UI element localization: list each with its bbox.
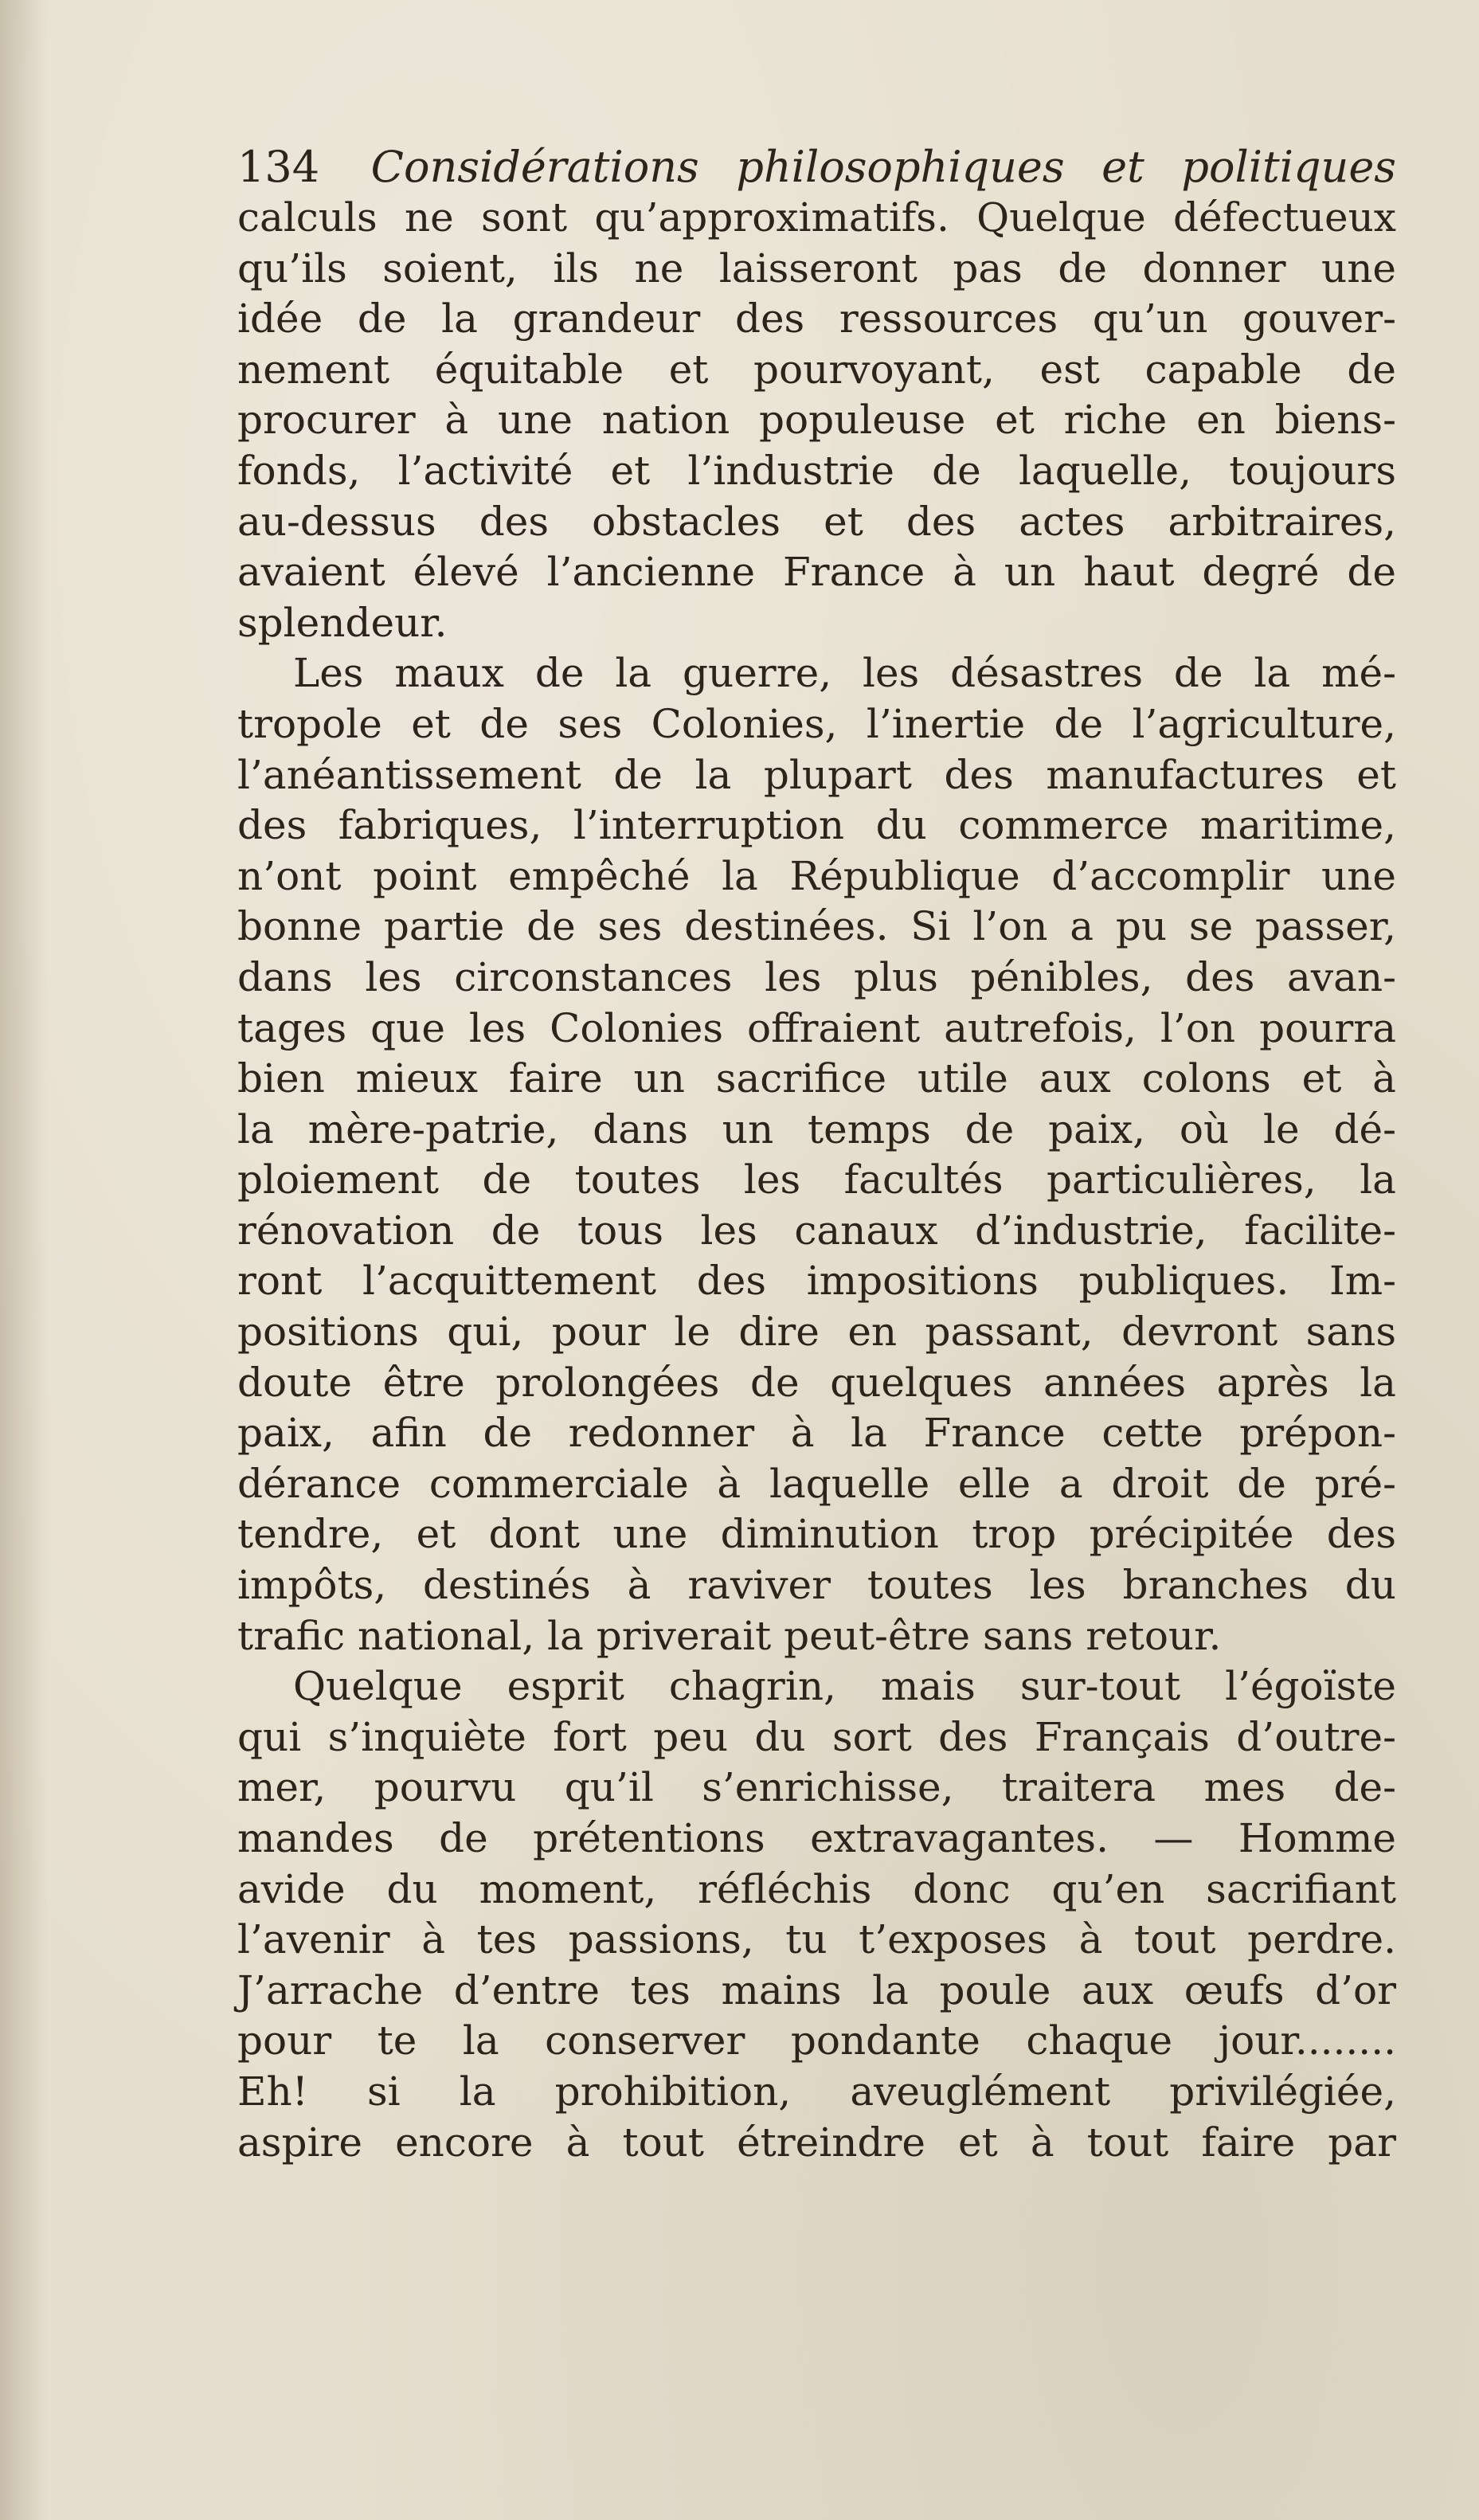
- paragraph-start-line: Les maux de la guerre, les désastres de la mé-: [293, 650, 1396, 697]
- text-line: fonds, l’activité et l’industrie de laquelle, toujours: [237, 447, 1396, 494]
- text-line: n’ont point empêché la République d’accomplir une: [237, 852, 1396, 899]
- text-line: avaient élevé l’ancienne France à un haut degré de: [237, 549, 1396, 596]
- text-line: ront l’acquittement des impositions publiques. Im-: [237, 1258, 1396, 1305]
- text-line: au-dessus des obstacles et des actes arbitraires,: [237, 498, 1396, 545]
- text-line: bien mieux faire un sacrifice utile aux colons et à: [237, 1055, 1396, 1102]
- text-line: tropole et de ses Colonies, l’inertie de l’agriculture,: [237, 700, 1396, 747]
- page-number: 134: [237, 142, 320, 192]
- text-line: l’avenir à tes passions, tu t’exposes à tout perdre.: [237, 1916, 1396, 1963]
- text-line: Eh! si la prohibition, aveuglément privilégiée,: [237, 2068, 1396, 2115]
- text-line: procurer à une nation populeuse et riche en biens-: [237, 397, 1396, 444]
- running-title: Considérations philosophiques et politiques: [370, 142, 1396, 192]
- text-line: qui s’inquiète fort peu du sort des Français d’outre-: [237, 1713, 1396, 1760]
- text-line: positions qui, pour le dire en passant, devront sans: [237, 1309, 1396, 1356]
- text-line: nement équitable et pourvoyant, est capable de: [237, 346, 1396, 393]
- text-line: doute être prolongées de quelques années après la: [237, 1359, 1396, 1406]
- text-line: tendre, et dont une diminution trop précipitée des: [237, 1511, 1396, 1558]
- text-line: dérance commerciale à laquelle elle a droit de pré-: [237, 1460, 1396, 1507]
- text-line: tages que les Colonies offraient autrefois, l’on pourra: [237, 1004, 1396, 1051]
- text-line: paix, afin de redonner à la France cette prépon-: [237, 1410, 1396, 1457]
- text-line: idée de la grandeur des ressources qu’un gouver-: [237, 295, 1396, 342]
- text-line: qu’ils soient, ils ne laisseront pas de donner une: [237, 245, 1396, 292]
- text-line: splendeur.: [237, 599, 448, 646]
- running-head: [237, 142, 1396, 193]
- text-line: mer, pourvu qu’il s’enrichisse, traitera mes de-: [237, 1764, 1396, 1811]
- text-line: l’anéantissement de la plupart des manufactures et: [237, 751, 1396, 798]
- text-line: pour te la conserver pondante chaque jour........: [237, 2017, 1396, 2064]
- text-line: des fabriques, l’interruption du commerce maritime,: [237, 802, 1396, 849]
- text-line: la mère-patrie, dans un temps de paix, où le dé-: [237, 1105, 1396, 1152]
- text-line: ploiement de toutes les facultés particulières, la: [237, 1156, 1396, 1203]
- page-edge-shadow: [0, 0, 48, 2520]
- text-line: dans les circonstances les plus pénibles, des avan-: [237, 953, 1396, 1000]
- text-line: J’arrache d’entre tes mains la poule aux œufs d’or: [237, 1966, 1396, 2013]
- page-text-block: [237, 142, 1396, 2168]
- text-line: calculs ne sont qu’approximatifs. Quelque défectueux: [237, 194, 1396, 241]
- text-line: impôts, destinés à raviver toutes les branches du: [237, 1562, 1396, 1609]
- text-line: rénovation de tous les canaux d’industrie, facilite-: [237, 1207, 1396, 1254]
- text-line: bonne partie de ses destinées. Si l’on a pu se passer,: [237, 903, 1396, 950]
- paragraph-start-line: Quelque esprit chagrin, mais sur-tout l’égoïste: [293, 1663, 1396, 1710]
- text-line: mandes de prétentions extravagantes. — Homme: [237, 1815, 1396, 1861]
- text-line: avide du moment, réfléchis donc qu’en sacrifiant: [237, 1865, 1396, 1912]
- text-line: trafic national, la priverait peut-être sans retour.: [237, 1612, 1222, 1659]
- text-line: aspire encore à tout étreindre et à tout faire par: [237, 2119, 1396, 2166]
